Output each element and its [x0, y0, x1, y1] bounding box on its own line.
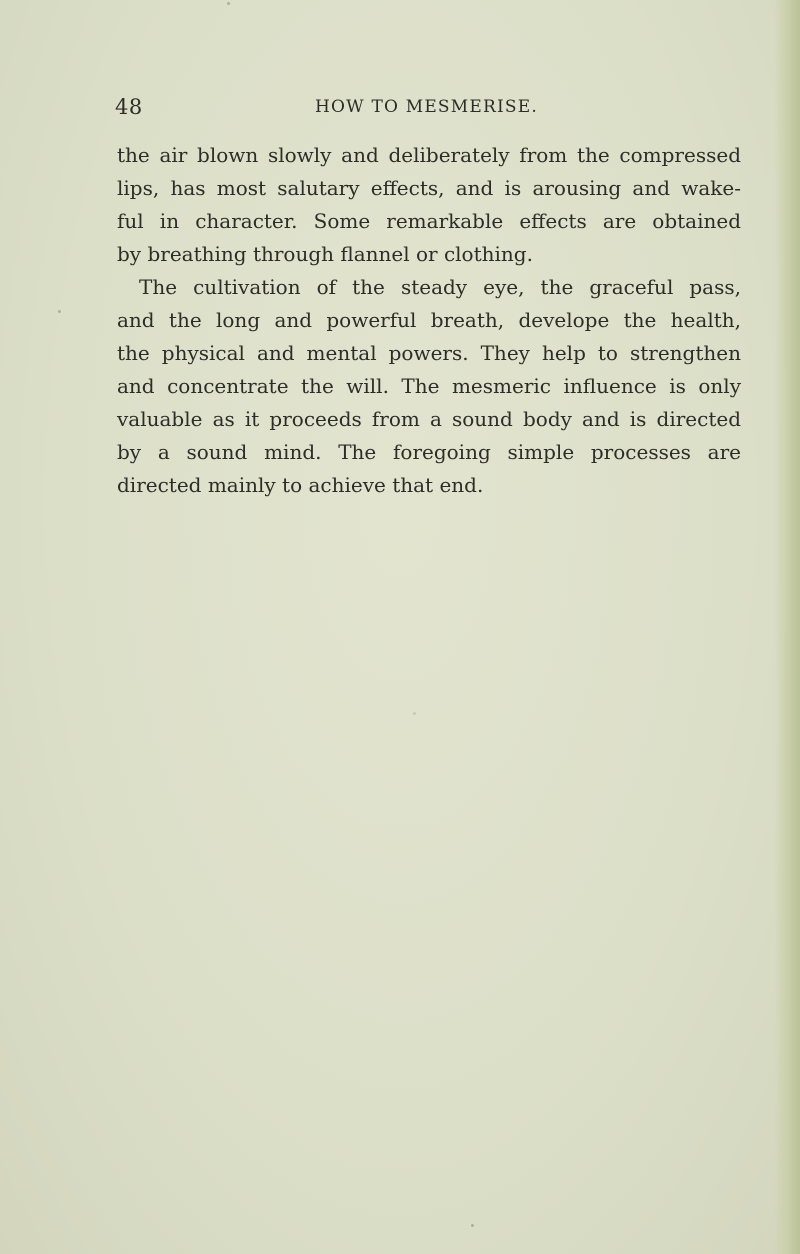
header-title: HOW TO MESMERISE. [315, 97, 538, 117]
paper-speck [58, 310, 61, 313]
text-line: The cultivation of the steady eye, the graceful pass, [139, 275, 741, 299]
text-line: lips, has most salutary effects, and is arousing and wake- [117, 176, 741, 200]
text-line: the air blown slowly and deliberately from the compressed [117, 143, 741, 167]
text-line: directed mainly to achieve that end. [117, 473, 484, 497]
text-line: by breathing through flannel or clothing. [117, 242, 533, 266]
text-line: the physical and mental powers. They help to strengthen [117, 341, 741, 365]
text-line: and concentrate the will. The mesmeric influence is only [117, 374, 741, 398]
body-text [117, 139, 741, 502]
page-edge-shadow [774, 0, 800, 1254]
paper-speck [413, 712, 416, 715]
text-line: and the long and powerful breath, develope the health, [117, 308, 741, 332]
text-line: valuable as it proceeds from a sound body and is directed [117, 407, 741, 431]
paper-speck [471, 1224, 474, 1227]
running-head [115, 95, 740, 121]
text-line: by a sound mind. The foregoing simple processes are [117, 440, 741, 464]
paper-speck [227, 2, 230, 5]
page-number: 48 [115, 95, 143, 119]
text-line: ful in character. Some remarkable effects are obtained [117, 209, 741, 233]
